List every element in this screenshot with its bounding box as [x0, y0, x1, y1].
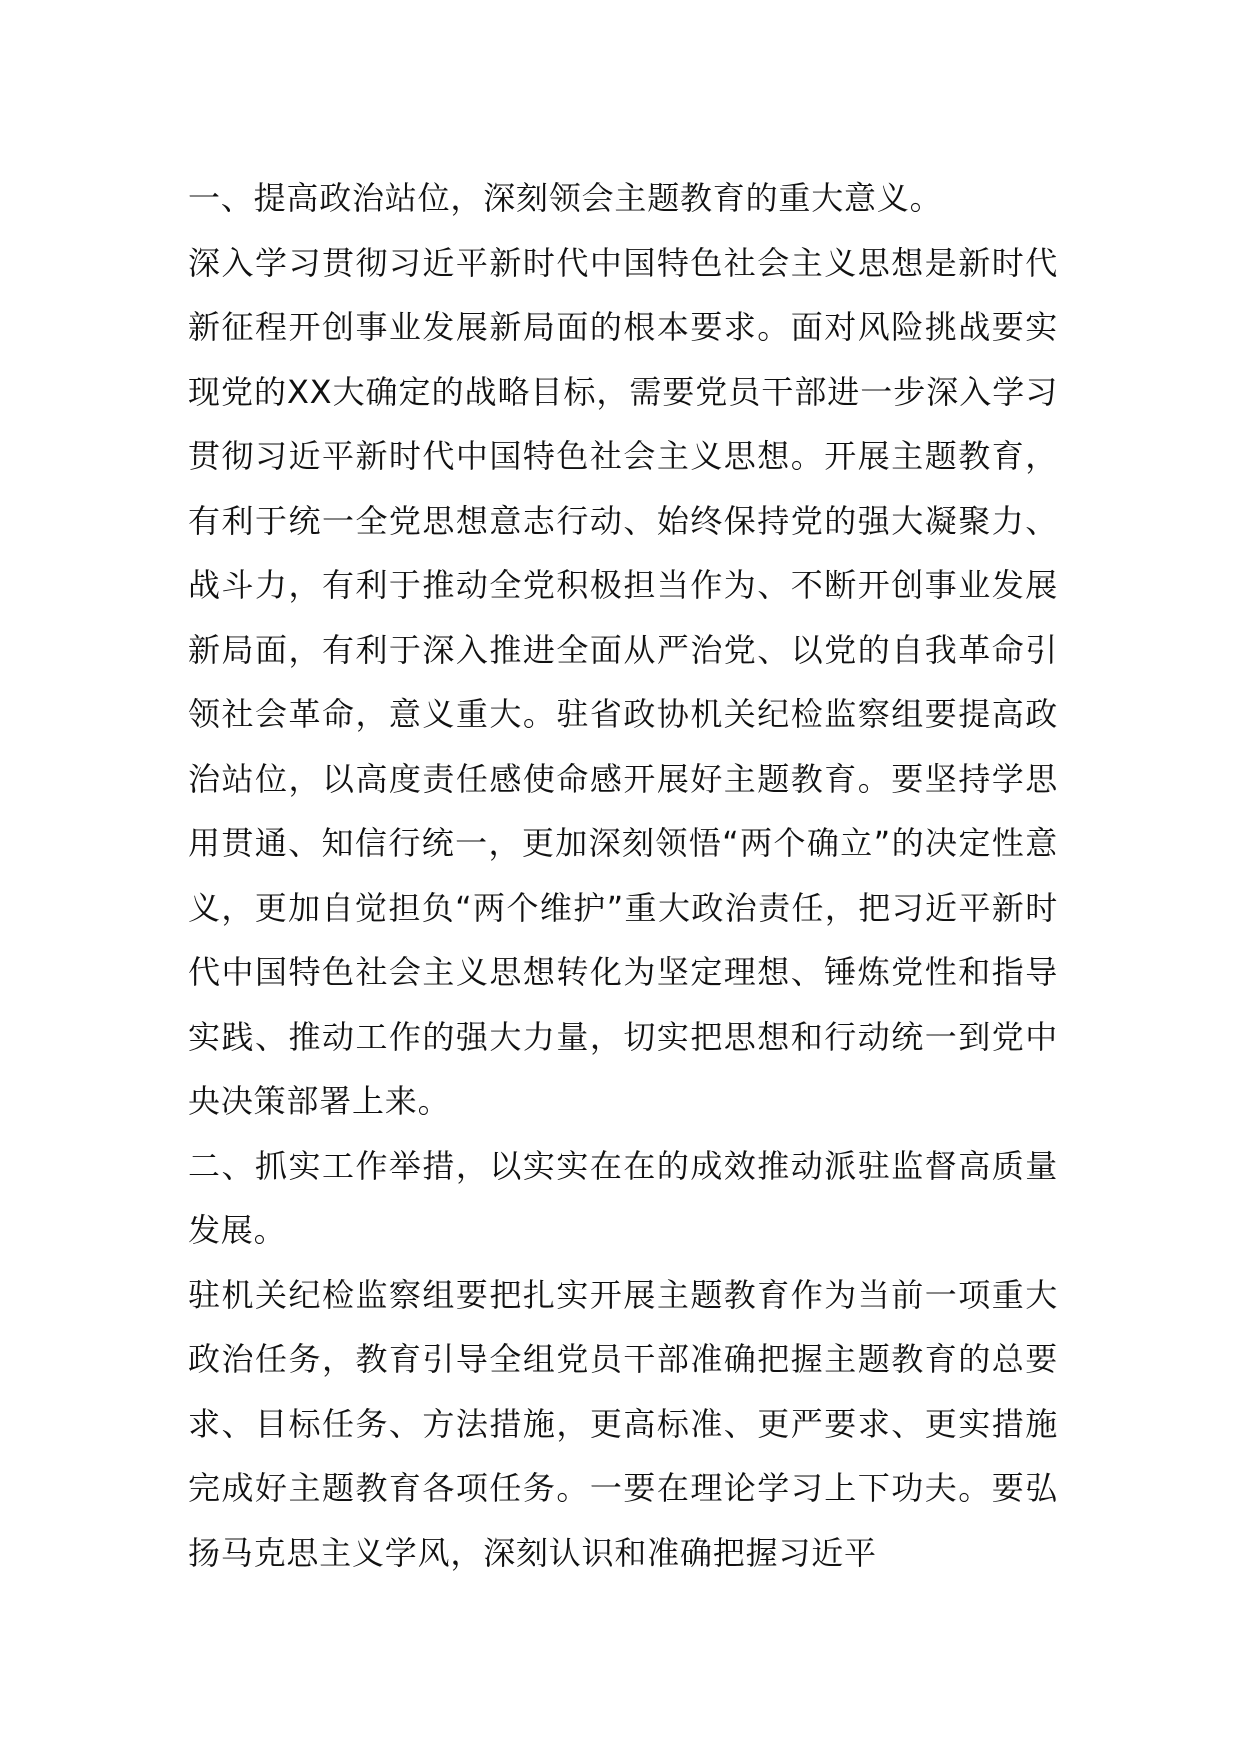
paragraph-1: 深入学习贯彻习近平新时代中国特色社会主义思想是新时代新征程开创事业发展新局面的根本要求。面对风险挑战要实现党的XX大确定的战略目标，需要党员干部进一步深入学习贯彻习近平新时代中国特色社会主义思想。开展主题教育，有利于统一全党思想意志行动、始终保持党的强大凝聚力、战斗力，有利于推动全党积极担当作为、不断开创事业发展新局面，有利于深入推进全面从严治党、以党的自我革命引领社会革命，意义重大。驻省政协机关纪检监察组要提高政治站位，以高度责任感使命感开展好主题教育。要坚持学思用贯通、知信行统一，更加深刻领悟“两个确立”的决定性意义，更加自觉担负“两个维护”重大政治责任，把习近平新时代中国特色社会主义思想转化为坚定理想、锤炼党性和指导实践、推动工作的强大力量，切实把思想和行动统一到党中央决策部署上来。 [188, 243, 1058, 1120]
paragraph-2: 驻机关纪检监察组要把扎实开展主题教育作为当前一项重大政治任务，教育引导全组党员干部准确把握主题教育的总要求、目标任务、方法措施，更高标准、更严要求、更实措施完成好主题教育各项任务。一要在理论学习上下功夫。要弘扬马克思主义学风，深刻认识和准确把握习近平 [188, 1275, 1058, 1572]
section-heading-1: 一、提高政治站位，深刻领会主题教育的重大意义。 [188, 179, 943, 217]
document-body [188, 166, 1058, 1585]
section-heading-2: 二、抓实工作举措，以实实在在的成效推动派驻监督高质量发展。 [188, 1146, 1058, 1249]
